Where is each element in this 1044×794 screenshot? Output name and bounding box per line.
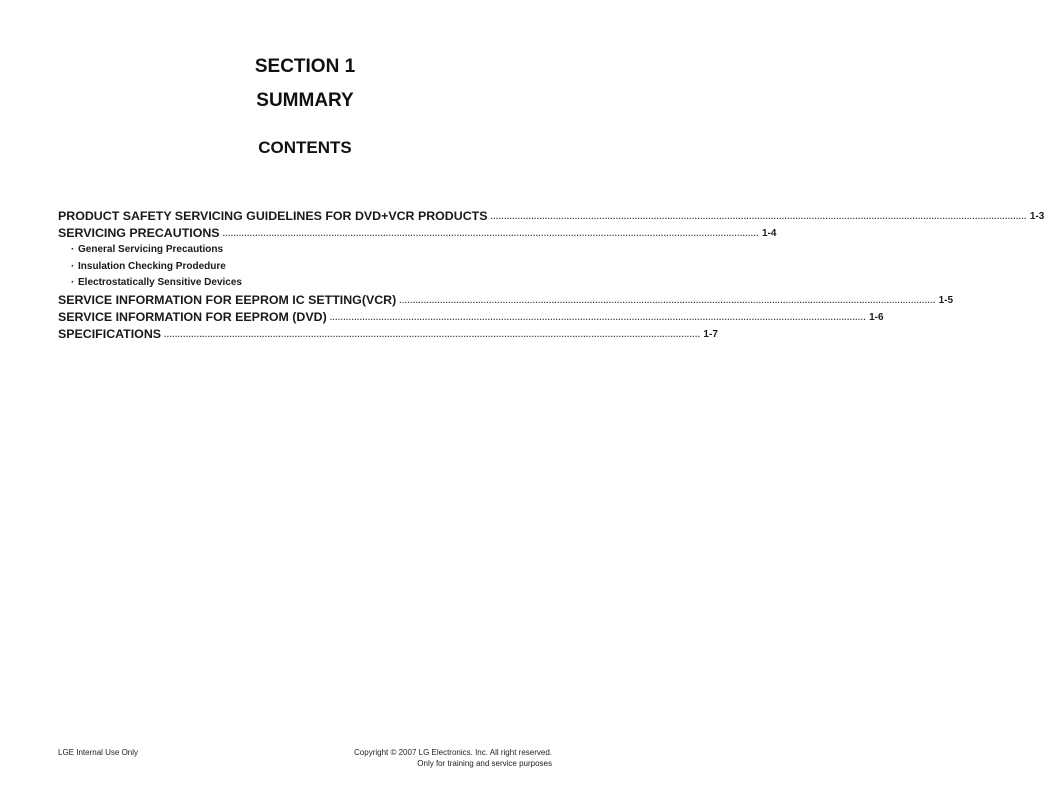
summary-title: SUMMARY [256, 90, 354, 111]
toc-dot-leader: ..................................................................................................................................................................................................... [399, 295, 936, 305]
toc-subentry-general-servicing[interactable] [58, 242, 552, 259]
toc-entry-title: PRODUCT SAFETY SERVICING GUIDELINES FOR DVD+VCR PRODUCTS [58, 209, 488, 223]
toc-subentry-insulation-checking[interactable] [58, 259, 552, 276]
toc-dot-leader: ..................................................................................................................................................................................................... [222, 229, 759, 238]
toc-subentry-title: Insulation Checking Prodedure [78, 260, 226, 272]
footer-internal-use: LGE Internal Use Only [58, 748, 139, 757]
bullet-icon: · [71, 244, 75, 255]
contents-title: CONTENTS [258, 138, 352, 157]
toc-subentry-electrostatic-devices[interactable] [58, 275, 552, 292]
toc-entry-title: SPECIFICATIONS [58, 326, 162, 341]
toc-entry-title: SERVICE INFORMATION FOR EEPROM IC SETTING(VCR) [58, 292, 397, 307]
toc-entry-page: 1-4 [761, 228, 777, 239]
toc-subentry-title: General Servicing Precautions [78, 244, 224, 255]
footer-notice: Only for training and service purposes [417, 758, 552, 768]
toc-subentry-title: Electrostatically Sensitive Devices [78, 277, 242, 288]
section-title: SECTION 1 [254, 56, 356, 77]
bullet-icon: · [71, 277, 75, 288]
toc-entry-page: 1-3 [1029, 211, 1044, 222]
bullet-icon: · [71, 260, 75, 272]
footer-copyright: Copyright © 2007 LG Electronics. Inc. All right reserved. [354, 748, 552, 757]
toc-entry-specifications[interactable] [58, 326, 718, 343]
footer-copyright-block [354, 748, 552, 769]
toc-entry-page: 1-6 [869, 311, 884, 323]
toc-entry-eeprom-dvd[interactable] [58, 309, 884, 326]
toc-entry-title: SERVICE INFORMATION FOR EEPROM (DVD) [58, 309, 327, 324]
toc-dot-leader: ..................................................................................................................................................................................................... [329, 312, 867, 322]
toc-entry-product-safety[interactable] [58, 208, 1044, 225]
toc-entry-page: 1-5 [938, 294, 954, 306]
toc-entry-eeprom-vcr[interactable] [58, 292, 954, 309]
table-of-contents [58, 208, 1044, 343]
toc-dot-leader: ..................................................................................................................................................................................................... [164, 329, 701, 339]
toc-entry-servicing-precautions[interactable] [58, 225, 777, 242]
toc-dot-leader: ..................................................................................................................................................................................................... [490, 212, 1027, 221]
toc-entry-title: SERVICING PRECAUTIONS [58, 226, 220, 240]
toc-entry-page: 1-7 [703, 328, 718, 340]
